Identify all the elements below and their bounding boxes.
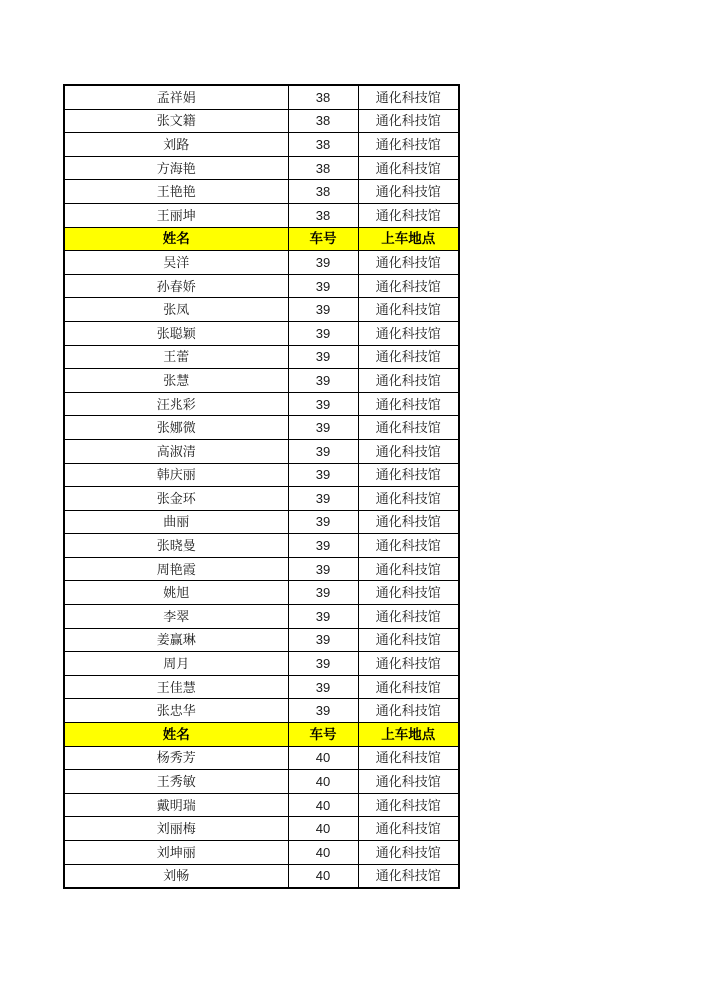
boarding-location-cell: 通化科技馆 [358, 392, 459, 416]
table-row [64, 675, 459, 699]
table-header-row [64, 723, 459, 747]
table-header-row [64, 227, 459, 251]
table-row [64, 463, 459, 487]
bus-number-cell: 40 [288, 793, 358, 817]
boarding-location-cell: 通化科技馆 [358, 581, 459, 605]
passenger-name-cell: 王秀敏 [64, 770, 288, 794]
passenger-name-cell: 汪兆彩 [64, 392, 288, 416]
table-row [64, 203, 459, 227]
passenger-name-cell: 王佳慧 [64, 675, 288, 699]
passenger-name-cell: 张文籍 [64, 109, 288, 133]
table-row [64, 699, 459, 723]
bus-number-cell: 39 [288, 463, 358, 487]
passenger-name-cell: 吴洋 [64, 251, 288, 275]
passenger-name-cell: 姜赢琳 [64, 628, 288, 652]
passenger-name-cell: 张凤 [64, 298, 288, 322]
passenger-name-cell: 刘丽梅 [64, 817, 288, 841]
bus-number-cell: 39 [288, 510, 358, 534]
passenger-name-cell: 张晓曼 [64, 534, 288, 558]
boarding-location-cell: 通化科技馆 [358, 675, 459, 699]
boarding-location-cell: 通化科技馆 [358, 274, 459, 298]
bus-number-cell: 39 [288, 581, 358, 605]
table-row [64, 298, 459, 322]
boarding-location-cell: 通化科技馆 [358, 652, 459, 676]
passenger-name-cell: 张娜微 [64, 416, 288, 440]
bus-number-cell: 38 [288, 85, 358, 109]
bus-number-cell: 39 [288, 628, 358, 652]
bus-number-cell: 40 [288, 864, 358, 888]
boarding-location-cell: 通化科技馆 [358, 109, 459, 133]
name-column-header: 姓名 [64, 227, 288, 251]
bus-number-cell: 38 [288, 156, 358, 180]
passenger-name-cell: 王蕾 [64, 345, 288, 369]
bus-number-cell: 39 [288, 416, 358, 440]
table-row [64, 85, 459, 109]
bus-number-cell: 39 [288, 605, 358, 629]
boarding-location-cell: 通化科技馆 [358, 298, 459, 322]
boarding-location-cell: 通化科技馆 [358, 463, 459, 487]
table-row [64, 180, 459, 204]
bus-number-cell: 39 [288, 321, 358, 345]
passenger-name-cell: 孙春娇 [64, 274, 288, 298]
bus-number-cell: 40 [288, 841, 358, 865]
table-row [64, 746, 459, 770]
boarding-location-cell: 通化科技馆 [358, 321, 459, 345]
boarding-location-cell: 通化科技馆 [358, 510, 459, 534]
passenger-name-cell: 周艳霞 [64, 557, 288, 581]
passenger-name-cell: 刘路 [64, 133, 288, 157]
bus-number-cell: 40 [288, 770, 358, 794]
table-row [64, 817, 459, 841]
boarding-location-cell: 通化科技馆 [358, 793, 459, 817]
boarding-location-cell: 通化科技馆 [358, 534, 459, 558]
table-row [64, 864, 459, 888]
table-row [64, 510, 459, 534]
table-row [64, 605, 459, 629]
table-row [64, 770, 459, 794]
table-row [64, 581, 459, 605]
boarding-location-cell: 通化科技馆 [358, 156, 459, 180]
passenger-name-cell: 李翠 [64, 605, 288, 629]
table-row [64, 557, 459, 581]
bus-number-cell: 39 [288, 251, 358, 275]
table-row [64, 793, 459, 817]
table-row [64, 133, 459, 157]
bus-number-cell: 40 [288, 817, 358, 841]
boarding-location-cell: 通化科技馆 [358, 699, 459, 723]
bus-number-cell: 38 [288, 109, 358, 133]
passenger-name-cell: 张忠华 [64, 699, 288, 723]
bus-number-cell: 39 [288, 369, 358, 393]
passenger-name-cell: 张金环 [64, 487, 288, 511]
table-row [64, 156, 459, 180]
name-column-header: 姓名 [64, 723, 288, 747]
boarding-location-cell: 通化科技馆 [358, 251, 459, 275]
bus-number-column-header: 车号 [288, 723, 358, 747]
bus-number-cell: 39 [288, 487, 358, 511]
passenger-name-cell: 方海艳 [64, 156, 288, 180]
passenger-name-cell: 孟祥娟 [64, 85, 288, 109]
boarding-location-cell: 通化科技馆 [358, 416, 459, 440]
table-row [64, 109, 459, 133]
bus-number-cell: 39 [288, 652, 358, 676]
boarding-location-cell: 通化科技馆 [358, 557, 459, 581]
boarding-location-cell: 通化科技馆 [358, 345, 459, 369]
passenger-name-cell: 刘畅 [64, 864, 288, 888]
bus-number-cell: 39 [288, 439, 358, 463]
passenger-name-cell: 周月 [64, 652, 288, 676]
bus-number-cell: 39 [288, 345, 358, 369]
bus-number-cell: 39 [288, 392, 358, 416]
passenger-name-cell: 张聪颖 [64, 321, 288, 345]
bus-roster-table [63, 84, 460, 889]
passenger-name-cell: 曲丽 [64, 510, 288, 534]
boarding-location-cell: 通化科技馆 [358, 746, 459, 770]
passenger-name-cell: 刘坤丽 [64, 841, 288, 865]
bus-number-cell: 39 [288, 675, 358, 699]
boarding-location-cell: 通化科技馆 [358, 487, 459, 511]
boarding-location-cell: 通化科技馆 [358, 203, 459, 227]
boarding-location-cell: 通化科技馆 [358, 817, 459, 841]
bus-number-cell: 39 [288, 534, 358, 558]
bus-number-cell: 38 [288, 180, 358, 204]
boarding-location-cell: 通化科技馆 [358, 628, 459, 652]
passenger-name-cell: 张慧 [64, 369, 288, 393]
boarding-location-cell: 通化科技馆 [358, 841, 459, 865]
table-row [64, 652, 459, 676]
boarding-location-cell: 通化科技馆 [358, 180, 459, 204]
passenger-name-cell: 王艳艳 [64, 180, 288, 204]
table-row [64, 345, 459, 369]
boarding-location-cell: 通化科技馆 [358, 864, 459, 888]
table-row [64, 841, 459, 865]
table-row [64, 534, 459, 558]
table-row [64, 416, 459, 440]
table-row [64, 487, 459, 511]
boarding-location-column-header: 上车地点 [358, 723, 459, 747]
bus-number-cell: 39 [288, 274, 358, 298]
table-row [64, 274, 459, 298]
boarding-location-cell: 通化科技馆 [358, 770, 459, 794]
table-row [64, 251, 459, 275]
passenger-name-cell: 韩庆丽 [64, 463, 288, 487]
passenger-name-cell: 戴明瑞 [64, 793, 288, 817]
bus-number-column-header: 车号 [288, 227, 358, 251]
bus-number-cell: 39 [288, 298, 358, 322]
table-row [64, 369, 459, 393]
bus-number-cell: 38 [288, 203, 358, 227]
boarding-location-cell: 通化科技馆 [358, 439, 459, 463]
table-row [64, 321, 459, 345]
table-row [64, 628, 459, 652]
passenger-name-cell: 姚旭 [64, 581, 288, 605]
boarding-location-cell: 通化科技馆 [358, 605, 459, 629]
passenger-name-cell: 高淑清 [64, 439, 288, 463]
bus-number-cell: 39 [288, 557, 358, 581]
passenger-name-cell: 杨秀芳 [64, 746, 288, 770]
bus-number-cell: 40 [288, 746, 358, 770]
table-row [64, 392, 459, 416]
boarding-location-cell: 通化科技馆 [358, 85, 459, 109]
passenger-name-cell: 王丽坤 [64, 203, 288, 227]
table-row [64, 439, 459, 463]
bus-number-cell: 38 [288, 133, 358, 157]
boarding-location-cell: 通化科技馆 [358, 369, 459, 393]
boarding-location-cell: 通化科技馆 [358, 133, 459, 157]
bus-number-cell: 39 [288, 699, 358, 723]
boarding-location-column-header: 上车地点 [358, 227, 459, 251]
